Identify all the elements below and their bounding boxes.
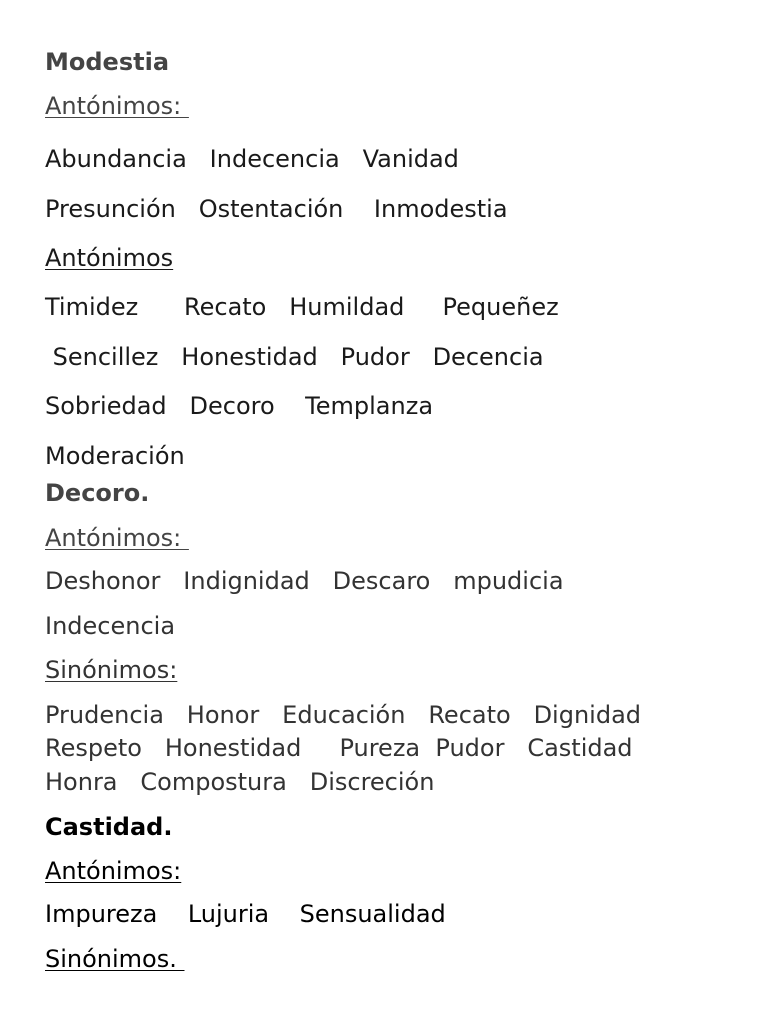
section-title-modestia: Modestia (45, 48, 170, 76)
decoro-synonyms-line-2: Respeto Honestidad Pureza Pudor Castidad (45, 734, 633, 762)
modestia-antonyms-line-1: Abundancia Indecencia Vanidad (45, 145, 459, 173)
modestia-second-line-4: Moderación (45, 442, 185, 470)
section-title-decoro: Decoro. (45, 479, 150, 507)
decoro-synonyms-label: Sinónimos: (45, 656, 178, 684)
modestia-second-label: Antónimos (45, 244, 174, 272)
decoro-antonyms-line-1: Deshonor Indignidad Descaro mpudicia (45, 567, 564, 595)
decoro-synonyms-line-1: Prudencia Honor Educación Recato Dignidad (45, 701, 642, 729)
modestia-antonyms-line-2: Presunción Ostentación Inmodestia (45, 195, 508, 223)
modestia-second-line-3: Sobriedad Decoro Templanza (45, 392, 434, 420)
decoro-antonyms-label: Antónimos: (45, 524, 189, 552)
castidad-antonyms-label: Antónimos: (45, 857, 182, 885)
decoro-synonyms-line-3: Honra Compostura Discreción (45, 768, 435, 796)
decoro-antonyms-line-2: Indecencia (45, 612, 176, 640)
modestia-second-line-1: Timidez Recato Humildad Pequeñez (45, 293, 559, 321)
castidad-antonyms-line-1: Impureza Lujuria Sensualidad (45, 900, 446, 928)
section-title-castidad: Castidad. (45, 813, 173, 841)
modestia-antonyms-label: Antónimos: (45, 92, 189, 120)
modestia-second-line-2: Sencillez Honestidad Pudor Decencia (45, 343, 544, 371)
castidad-synonyms-label: Sinónimos. (45, 945, 185, 973)
